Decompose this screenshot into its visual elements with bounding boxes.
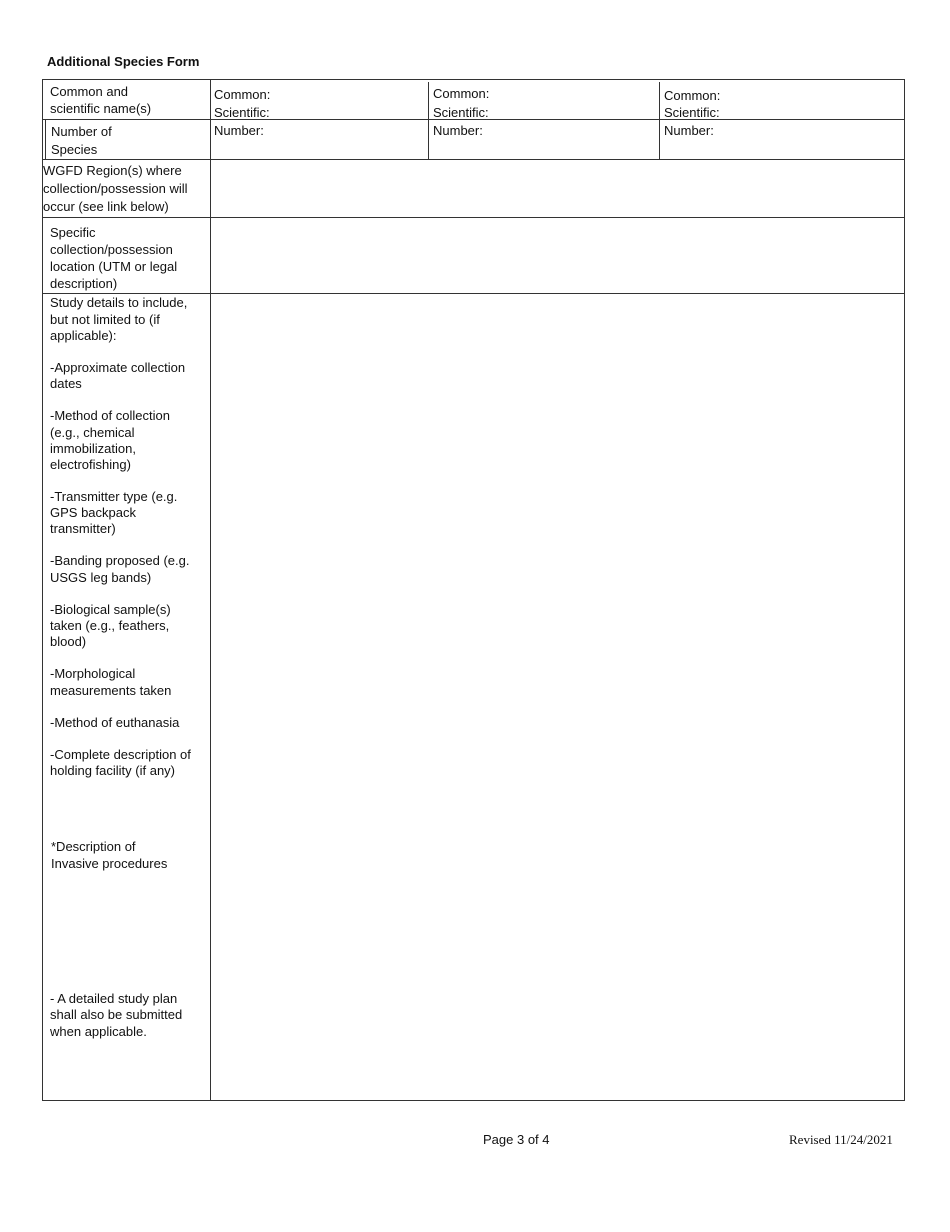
study-euthanasia: -Method of euthanasia — [50, 715, 180, 730]
location-field[interactable] — [212, 219, 903, 292]
form-title: Additional Species Form — [47, 54, 200, 69]
species3-common-field[interactable] — [726, 83, 901, 101]
table-border-bottom — [42, 1100, 905, 1101]
table-border-left — [42, 79, 43, 1101]
species2-number-field[interactable] — [489, 121, 656, 157]
number-row-inner-border — [45, 119, 46, 159]
region-label-line2: collection/possession will — [43, 181, 188, 196]
study-bio-line3: blood) — [50, 634, 87, 649]
species1-number-label: Number: — [214, 123, 264, 138]
number-label-line2: Species — [51, 142, 98, 157]
number-label-line1: Number of — [51, 124, 112, 139]
names-label-line2: scientific name(s) — [50, 101, 152, 116]
study-holding-line1: -Complete description of — [50, 747, 191, 762]
row-divider-number — [42, 159, 905, 160]
names-label-line1: Common and — [50, 84, 129, 99]
study-intro-line2: but not limited to (if — [50, 312, 160, 327]
study-invasive-line2: Invasive procedures — [51, 856, 168, 871]
study-method-line2: (e.g., chemical — [50, 425, 135, 440]
study-invasive-line1: *Description of — [51, 839, 136, 854]
study-transmitter-line2: GPS backpack — [50, 505, 136, 520]
study-dates-line1: -Approximate collection — [50, 360, 186, 375]
study-method-line1: -Method of collection — [50, 408, 170, 423]
species1-common-field[interactable] — [275, 83, 425, 101]
species3-scientific-label: Scientific: — [664, 105, 720, 120]
study-transmitter-line1: -Transmitter type (e.g. — [50, 489, 178, 504]
location-label-line1: Specific — [50, 225, 96, 240]
study-plan-line2: shall also be submitted — [50, 1007, 183, 1022]
label-column-divider — [210, 79, 211, 1101]
species1-common-label: Common: — [214, 87, 271, 102]
table-border-right — [904, 79, 905, 1101]
revised-date: Revised 11/24/2021 — [789, 1132, 893, 1147]
region-label-line1: WGFD Region(s) where — [43, 163, 182, 178]
study-transmitter-line3: transmitter) — [50, 521, 116, 536]
species2-number-label: Number: — [433, 123, 483, 138]
study-intro-line1: Study details to include, — [50, 295, 188, 310]
species1-number-field[interactable] — [270, 121, 425, 157]
study-plan-line3: when applicable. — [50, 1024, 147, 1039]
species3-scientific-field[interactable] — [731, 101, 901, 119]
study-plan-line1: - A detailed study plan — [50, 991, 178, 1006]
species1-scientific-field[interactable] — [280, 101, 425, 119]
region-field[interactable] — [212, 161, 903, 216]
row-divider-region — [42, 217, 905, 218]
species2-scientific-field[interactable] — [499, 101, 656, 119]
species3-number-field[interactable] — [720, 121, 901, 157]
species2-common-label: Common: — [433, 86, 490, 101]
study-dates-line2: dates — [50, 376, 82, 391]
study-bio-line2: taken (e.g., feathers, — [50, 618, 170, 633]
species3-number-label: Number: — [664, 123, 714, 138]
study-holding-line2: holding facility (if any) — [50, 763, 175, 778]
study-method-line3: immobilization, — [50, 441, 136, 456]
species1-scientific-label: Scientific: — [214, 105, 270, 120]
location-label-line4: description) — [50, 276, 118, 291]
location-label-line3: location (UTM or legal — [50, 259, 178, 274]
species2-scientific-label: Scientific: — [433, 105, 489, 120]
location-label-line2: collection/possession — [50, 242, 173, 257]
species3-common-label: Common: — [664, 88, 721, 103]
species2-common-field[interactable] — [494, 83, 656, 101]
study-banding-line2: USGS leg bands) — [50, 570, 152, 585]
region-label-line3: occur (see link below) — [43, 199, 169, 214]
study-method-line4: electrofishing) — [50, 457, 131, 472]
species-column-divider-2 — [659, 82, 660, 159]
study-details-field[interactable] — [212, 295, 903, 1099]
study-bio-line1: -Biological sample(s) — [50, 602, 171, 617]
species-column-divider-1 — [428, 82, 429, 159]
study-banding-line1: -Banding proposed (e.g. — [50, 553, 190, 568]
study-morph-line2: measurements taken — [50, 683, 172, 698]
table-border-top — [42, 79, 905, 80]
study-morph-line1: -Morphological — [50, 666, 136, 681]
page-number: Page 3 of 4 — [483, 1132, 550, 1147]
study-intro-line3: applicable): — [50, 328, 117, 343]
